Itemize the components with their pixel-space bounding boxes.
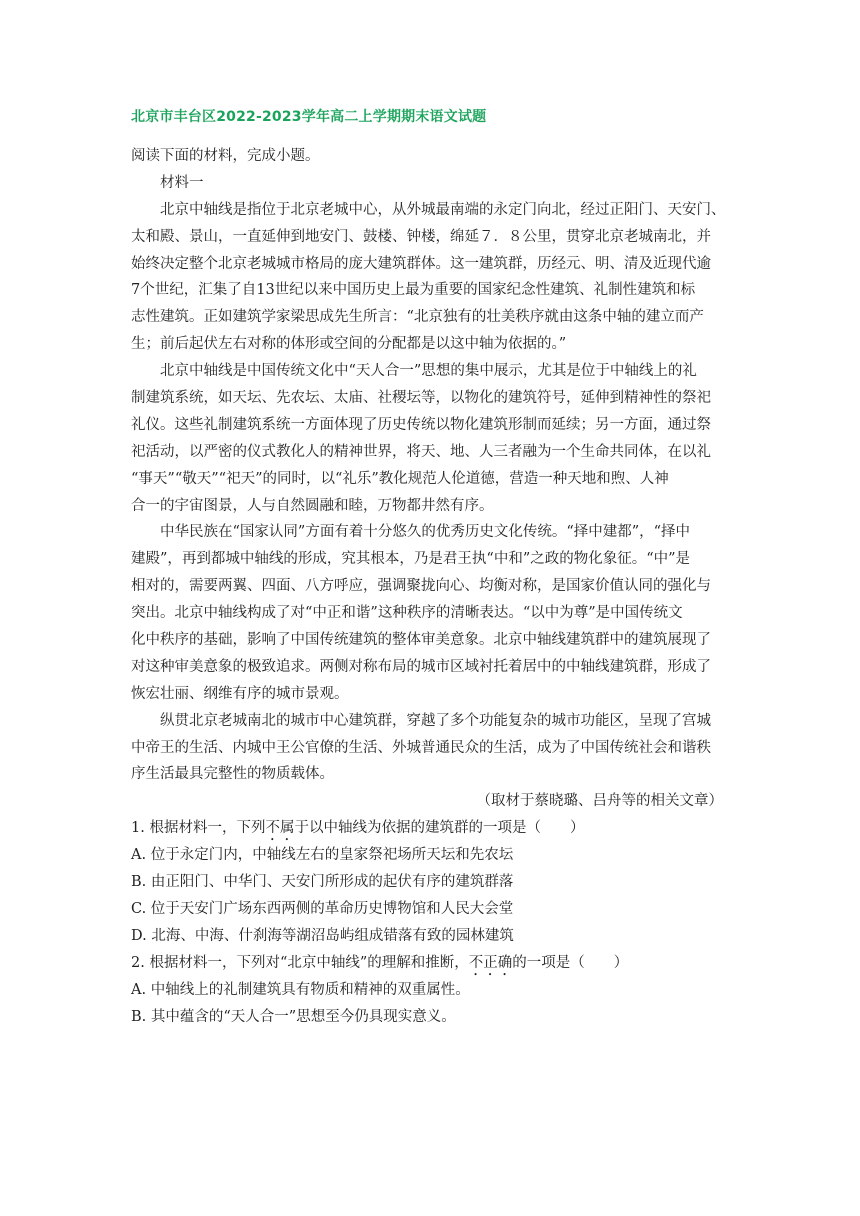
passage-line: 中帝王的生活、内城中王公官僚的生活、外城普通民众的生活，成为了中国传统社会和谐秩: [131, 739, 711, 756]
passage-line: 北京中轴线是中国传统文化中“天人合一”思想的集中展示，尤其是位于中轴线上的礼: [160, 363, 697, 380]
question-1-emphasis: 不属: [265, 820, 295, 837]
question-1-option-a[interactable]: A. 位于永定门内，中轴线左右的皇家祭祀场所天坛和先农坛: [131, 847, 514, 864]
question-2-emphasis: 不正确: [468, 954, 513, 971]
source-note: （取材于蔡晓璐、吕舟等的相关文章）: [476, 793, 723, 810]
passage-line: 志性建筑。正如建筑学家梁思成先生所言：“北京独有的壮美秩序就由这条中轴的建立而产: [131, 309, 704, 326]
passage-line: 化中秩序的基础，影响了中国传统建筑的整体审美意象。北京中轴线建筑群中的建筑展现了: [131, 632, 711, 649]
passage-line: 序生活最具完整性的物质载体。: [131, 766, 334, 783]
passage-line: 突出。北京中轴线构成了对“中正和谐”这种秩序的清晰表达。“以中为尊”是中国传统文: [131, 605, 683, 622]
document-body: [131, 143, 733, 1030]
question-1-option-b[interactable]: B. 由正阳门、中华门、天安门所形成的起伏有序的建筑群落: [131, 874, 514, 891]
question-1-suffix: 于以中轴线为依据的建筑群的一项是（ ）: [294, 820, 585, 837]
passage-line: 祀活动，以严密的仪式教化人的精神世界，将天、地、人三者融为一个生命共同体，在以礼: [131, 443, 711, 460]
passage-line: 礼仪。这些礼制建筑系统一方面体现了历史传统以物化建筑形制而延续；另一方面，通过祭: [131, 416, 711, 433]
passage-line: 纵贯北京老城南北的城市中心建筑群，穿越了多个功能复杂的城市功能区，呈现了宫城: [160, 712, 711, 729]
question-2-prefix: 2. 根据材料一，下列对“北京中轴线”的理解和推断，: [131, 954, 469, 971]
question-2-suffix: 的一项是（ ）: [512, 954, 629, 971]
passage-line: “事天”“敬天”“祀天”的同时，以“礼乐”教化规范人伦道德，营造一种天地和煦、人神: [131, 470, 669, 487]
passage-line: 相对的，需要两翼、四面、八方呼应，强调聚拢向心、均衡对称，是国家价值认同的强化与: [131, 578, 711, 595]
material-label: 材料一: [160, 174, 204, 191]
passage-line: 太和殿、景山，一直延伸到地安门、鼓楼、钟楼，绵延７．８公里，贯穿北京老城南北，并: [131, 228, 711, 245]
question-1-option-d[interactable]: D. 北海、中海、什刹海等湖沼岛屿组成错落有致的园林建筑: [131, 927, 514, 944]
passage-line: 7个世纪，汇集了自13世纪以来中国历史上最为重要的国家纪念性建筑、礼制性建筑和标: [131, 282, 696, 299]
passage-line: 始终决定整个北京老城城市格局的庞大建筑群体。这一建筑群，历经元、明、清及近现代逾: [131, 255, 711, 272]
passage-line: 对这种审美意象的极致追求。两侧对称布局的城市区域衬托着居中的中轴线建筑群，形成了: [131, 658, 711, 675]
passage-line: 制建筑系统，如天坛、先农坛、太庙、社稷坛等，以物化的建筑符号，延伸到精神性的祭祀: [131, 390, 711, 407]
question-2-option-b[interactable]: B. 其中蕴含的“天人合一”思想至今仍具现实意义。: [131, 1008, 456, 1025]
question-1-prefix: 1. 根据材料一，下列: [131, 820, 266, 837]
question-1-option-c[interactable]: C. 位于天安门广场东西两侧的革命历史博物馆和人民大会堂: [131, 900, 514, 917]
passage-line: 中华民族在“国家认同”方面有着十分悠久的优秀历史文化传统。“择中建都”，“择中: [160, 524, 691, 541]
exam-title: 北京市丰台区2022-2023学年高二上学期期末语文试题: [131, 109, 487, 125]
passage-line: 北京中轴线是指位于北京老城中心，从外城最南端的永定门向北，经过正阳门、天安门、: [160, 201, 726, 218]
passage-line: 恢宏壮丽、纲维有序的城市景观。: [131, 685, 349, 702]
instruction: 阅读下面的材料，完成小题。: [131, 148, 320, 164]
question-1-stem: [131, 815, 733, 842]
question-2-option-a[interactable]: A. 中轴线上的礼制建筑具有物质和精神的双重属性。: [131, 981, 470, 998]
passage-line: 建殿”，再到都城中轴线的形成，究其根本，乃是君王执“中和”之政的物化象征。“中”是: [131, 551, 691, 568]
passage-line: 生；前后起伏左右对称的体形或空间的分配都是以这中轴为依据的。”: [131, 336, 567, 353]
passage-line: 合一的宇宙图景，人与自然圆融和睦，万物都井然有序。: [131, 497, 494, 514]
question-2-stem: [131, 950, 733, 977]
